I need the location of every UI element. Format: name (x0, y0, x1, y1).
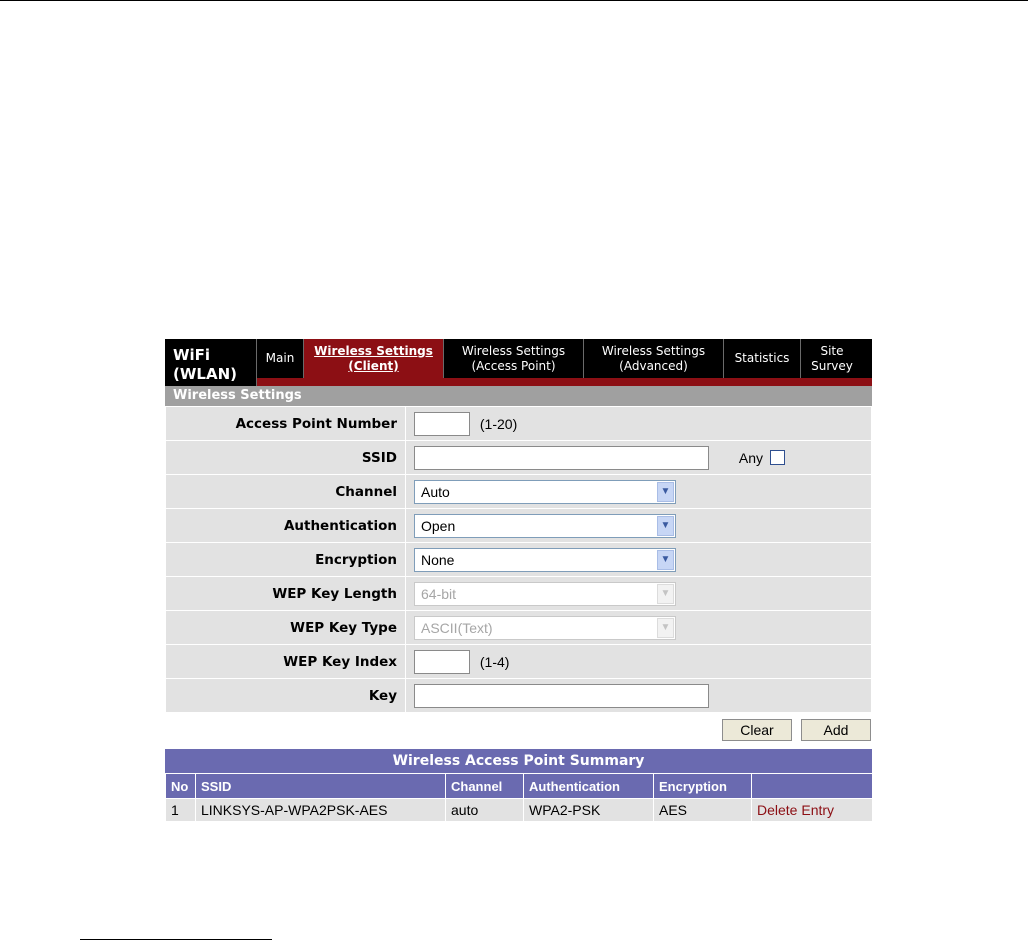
row-authentication (166, 509, 872, 543)
row-ssid (166, 441, 872, 475)
col-header-action (752, 774, 873, 799)
footnote-divider (80, 939, 272, 940)
key-label: Key (166, 679, 406, 713)
delete-entry-link[interactable]: Delete Entry (757, 802, 835, 818)
cell-authentication: WPA2-PSK (524, 799, 654, 822)
tab-survey-label-1: Site (820, 343, 844, 358)
button-row (165, 713, 872, 749)
wep-key-index-hint: (1-4) (479, 653, 510, 670)
row-channel (166, 475, 872, 509)
ssid-any-label: Any (738, 449, 764, 466)
chevron-down-icon: ▼ (657, 618, 674, 638)
wep-key-length-select (414, 582, 676, 606)
row-wep-key-type (166, 611, 872, 645)
cell-action (752, 799, 873, 822)
tab-client-label-2: (Client) (348, 358, 399, 373)
col-header-encryption: Encryption (654, 774, 752, 799)
tab-client-label-1: Wireless Settings (314, 343, 433, 358)
encryption-label: Encryption (166, 543, 406, 577)
chevron-down-icon: ▼ (657, 516, 674, 536)
chevron-down-icon: ▼ (657, 584, 674, 604)
authentication-value: Open (421, 517, 456, 534)
tab-ap-label-2: (Access Point) (471, 358, 556, 373)
tab-main-label: Main (265, 351, 295, 365)
cell-channel: auto (446, 799, 524, 822)
tab-statistics-label: Statistics (734, 351, 790, 365)
wep-key-index-label: WEP Key Index (166, 645, 406, 679)
channel-value: Auto (421, 483, 450, 500)
row-wep-key-index (166, 645, 872, 679)
ssid-input[interactable] (414, 446, 709, 470)
channel-label: Channel (166, 475, 406, 509)
chevron-down-icon: ▼ (657, 550, 674, 570)
col-header-channel: Channel (446, 774, 524, 799)
row-wep-key-length (166, 577, 872, 611)
page-title-line1: WiFi (173, 346, 211, 364)
authentication-label: Authentication (166, 509, 406, 543)
key-input[interactable] (414, 684, 709, 708)
chevron-down-icon: ▼ (657, 482, 674, 502)
summary-table (165, 773, 873, 822)
wep-key-length-value: 64-bit (421, 585, 457, 602)
tab-bar (165, 339, 872, 386)
encryption-select[interactable] (414, 548, 676, 572)
row-key (166, 679, 872, 713)
summary-header-row (166, 774, 873, 799)
col-header-authentication: Authentication (524, 774, 654, 799)
add-button[interactable]: Add (801, 719, 871, 741)
cell-no: 1 (166, 799, 196, 822)
section-title: Wireless Settings (165, 386, 872, 406)
wep-key-type-label: WEP Key Type (166, 611, 406, 645)
cell-ssid: LINKSYS-AP-WPA2PSK-AES (196, 799, 446, 822)
wep-key-type-select (414, 616, 676, 640)
cell-encryption: AES (654, 799, 752, 822)
channel-select[interactable] (414, 480, 676, 504)
ssid-label: SSID (166, 441, 406, 475)
ap-number-input[interactable] (414, 412, 470, 436)
authentication-select[interactable] (414, 514, 676, 538)
tab-adv-label-1: Wireless Settings (601, 343, 706, 358)
col-header-ssid: SSID (196, 774, 446, 799)
wep-key-index-input[interactable] (414, 650, 470, 674)
ap-number-hint: (1-20) (479, 415, 518, 432)
encryption-value: None (421, 551, 455, 568)
page-title-line2: (WLAN) (173, 365, 237, 383)
col-header-no: No (166, 774, 196, 799)
page-title (165, 339, 256, 386)
tab-ap-label-1: Wireless Settings (461, 343, 566, 358)
wifi-panel (165, 339, 872, 822)
settings-form (165, 406, 872, 713)
wep-key-type-value: ASCII(Text) (421, 619, 493, 636)
wep-key-length-label: WEP Key Length (166, 577, 406, 611)
row-encryption (166, 543, 872, 577)
row-ap-number (166, 407, 872, 441)
clear-button[interactable]: Clear (722, 719, 792, 741)
ssid-any-checkbox[interactable] (770, 450, 785, 465)
table-row (166, 799, 873, 822)
tab-adv-label-2: (Advanced) (619, 358, 688, 373)
ap-number-label: Access Point Number (166, 407, 406, 441)
tab-survey-label-2: Survey (811, 358, 853, 373)
summary-title: Wireless Access Point Summary (165, 749, 872, 773)
tab-bar-accent (257, 378, 872, 386)
top-divider (0, 0, 1028, 1)
